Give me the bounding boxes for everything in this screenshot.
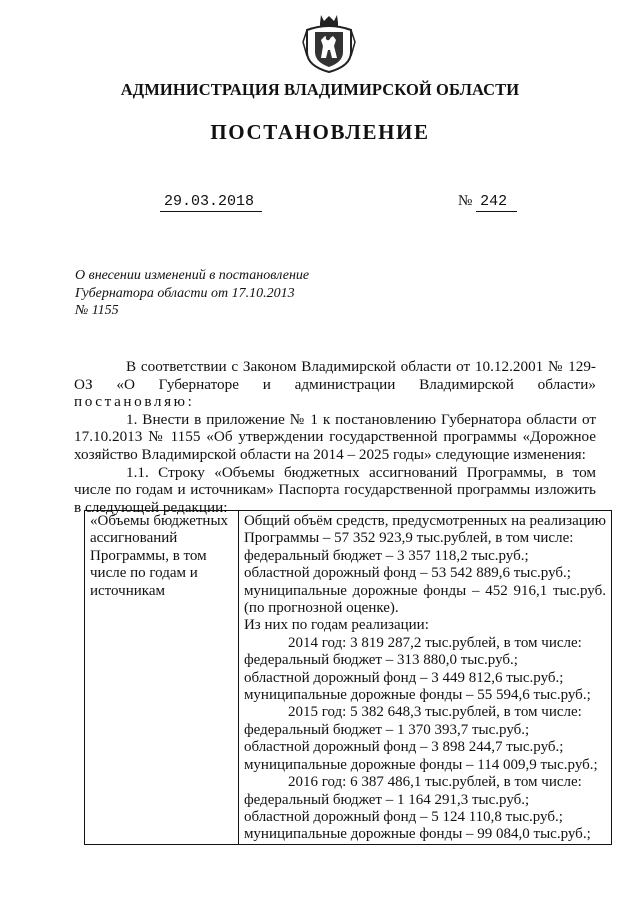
number-value: 242 — [476, 192, 517, 212]
resolution-word: постановляю — [74, 393, 188, 411]
paragraph-item-1-1: 1.1. Строку «Объемы бюджетных ассигнований Программы, в том числе по годам и источникам» Паспорта государственной программы изложить в следующей редакции: — [74, 463, 596, 516]
value-line: федеральный бюджет – 1 370 393,7 тыс.руб.; — [243, 721, 530, 738]
year-total: 2014 год: 3 819 287,2 тыс.рублей, в том числе: — [287, 634, 582, 651]
value-line: федеральный бюджет – 313 880,0 тыс.руб.; — [243, 652, 518, 669]
value-line: Программы – 57 352 923,9 тыс.рублей, в том числе: — [243, 530, 574, 547]
value-line: областной дорожный фонд – 53 542 889,6 тыс.руб.; — [243, 565, 571, 582]
value-line: федеральный бюджет – 3 357 118,2 тыс.руб.; — [243, 547, 529, 564]
subject-line: Губернатора области от 17.10.2013 — [75, 285, 295, 301]
value-line: федеральный бюджет – 1 164 291,3 тыс.руб.; — [243, 791, 530, 808]
value-line: (по прогнозной оценке). — [243, 600, 399, 617]
organization-title: АДМИНИСТРАЦИЯ ВЛАДИМИРСКОЙ ОБЛАСТИ — [120, 80, 520, 99]
paragraph-item-1: 1. Внести в приложение № 1 к постановлению Губернатора области от 17.10.2013 № 1155 «Об утверждении государственной программы «Дорожное хозяйство Владимирской области на 2014 – 2025 годы» следующие изменения: — [74, 410, 596, 463]
number-label: № — [458, 193, 473, 209]
vladimir-coat-of-arms-icon — [301, 12, 357, 74]
value-line: муниципальные дорожные фонды – 452 916,1 тыс.руб. — [243, 582, 606, 599]
document-type: ПОСТАНОВЛЕНИЕ — [210, 120, 430, 144]
document-number — [458, 192, 517, 212]
value-line: областной дорожный фонд – 5 124 110,8 тыс.руб.; — [243, 808, 563, 825]
preamble-end: : — [187, 393, 192, 411]
table-row — [85, 511, 612, 845]
table-cell-values — [238, 511, 611, 845]
value-line: муниципальные дорожные фонды – 99 084,0 тыс.руб.; — [243, 826, 591, 843]
value-line: муниципальные дорожные фонды – 55 594,6 тыс.руб.; — [243, 687, 591, 704]
document-date: 29.03.2018 — [160, 193, 262, 212]
passport-table — [84, 510, 612, 845]
document-subject — [75, 267, 375, 320]
subject-line: № 1155 — [75, 303, 119, 318]
table-cell-label: «Объемы бюджетных ассигнований Программы, в том числе по годам и источникам — [85, 511, 239, 845]
year-total: 2016 год: 6 387 486,1 тыс.рублей, в том числе: — [287, 774, 582, 791]
value-line: областной дорожный фонд – 3 898 244,7 тыс.руб.; — [243, 739, 564, 756]
value-line: Из них по годам реализации: — [243, 617, 429, 634]
year-total: 2015 год: 5 382 648,3 тыс.рублей, в том числе: — [287, 704, 582, 721]
document-body — [74, 358, 596, 516]
value-line: Общий объём средств, предусмотренных на реализацию — [243, 513, 606, 529]
preamble-text: В соответствии с Законом Владимирской области от 10.12.2001 № 129-ОЗ «О Губернаторе и администрации Владимирской области» — [74, 358, 596, 393]
value-line: муниципальные дорожные фонды – 114 009,9 тыс.руб.; — [243, 756, 598, 773]
paragraph-preamble — [74, 358, 596, 411]
subject-line: О внесении изменений в постановление — [75, 268, 310, 283]
value-line: областной дорожный фонд – 3 449 812,6 тыс.руб.; — [243, 669, 564, 686]
